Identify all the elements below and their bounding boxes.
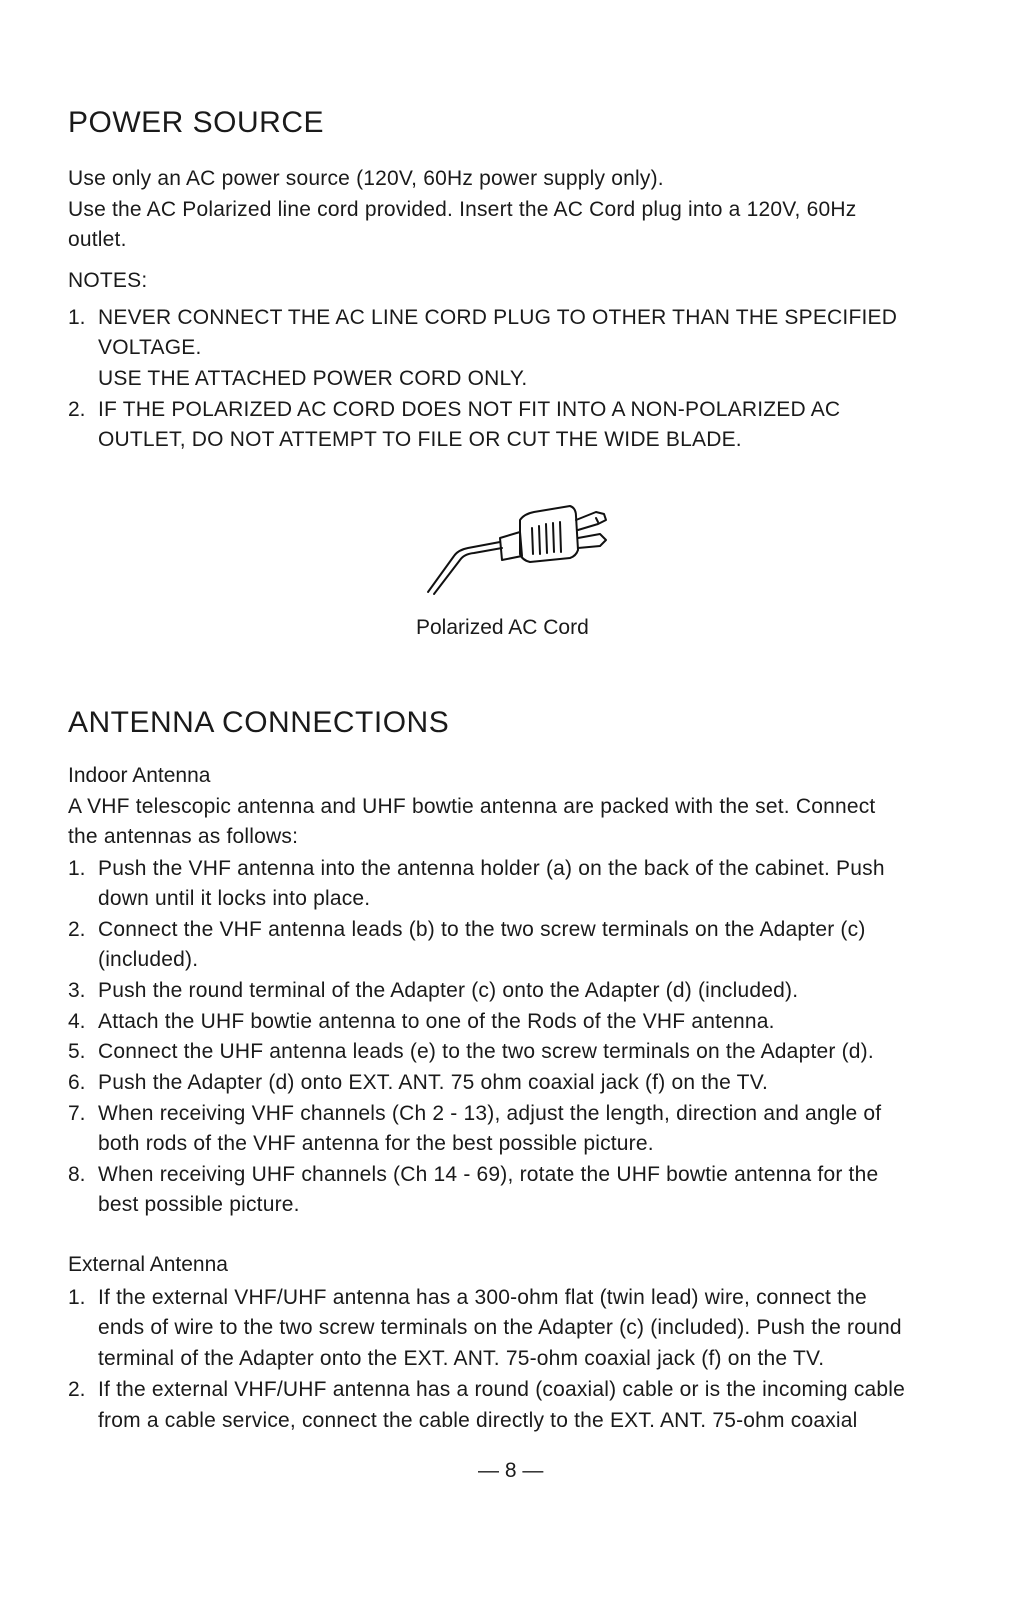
section-title-power-source: POWER SOURCE bbox=[68, 106, 325, 139]
note-line: USE THE ATTACHED POWER CORD ONLY. bbox=[98, 367, 528, 390]
step-line: from a cable service, connect the cable directly to the EXT. ANT. 75-ohm coaxial bbox=[98, 1409, 858, 1432]
figure-caption: Polarized AC Cord bbox=[416, 616, 589, 639]
step-number: 2. bbox=[68, 1378, 86, 1401]
step-line: best possible picture. bbox=[98, 1193, 300, 1216]
step-number: 7. bbox=[68, 1102, 86, 1125]
note-line: VOLTAGE. bbox=[98, 336, 202, 359]
step-line: Connect the VHF antenna leads (b) to the two screw terminals on the Adapter (c) bbox=[98, 918, 866, 941]
section-title-antenna-connections: ANTENNA CONNECTIONS bbox=[68, 706, 450, 739]
note-line: OUTLET, DO NOT ATTEMPT TO FILE OR CUT THE WIDE BLADE. bbox=[98, 428, 742, 451]
step-line: When receiving UHF channels (Ch 14 - 69), rotate the UHF bowtie antenna for the bbox=[98, 1163, 879, 1186]
paragraph-line: Use only an AC power source (120V, 60Hz power supply only). bbox=[68, 167, 664, 190]
step-line: When receiving VHF channels (Ch 2 - 13), adjust the length, direction and angle of bbox=[98, 1102, 882, 1125]
step-number: 2. bbox=[68, 918, 86, 941]
step-number: 3. bbox=[68, 979, 86, 1002]
step-number: 1. bbox=[68, 1286, 86, 1309]
subheading-indoor-antenna: Indoor Antenna bbox=[68, 764, 211, 787]
step-number: 8. bbox=[68, 1163, 86, 1186]
step-line: If the external VHF/UHF antenna has a 300-ohm flat (twin lead) wire, connect the bbox=[98, 1286, 867, 1309]
note-line: NEVER CONNECT THE AC LINE CORD PLUG TO OTHER THAN THE SPECIFIED bbox=[98, 306, 898, 329]
step-line: (included). bbox=[98, 948, 199, 971]
note-number: 2. bbox=[68, 398, 86, 421]
paragraph-line: outlet. bbox=[68, 228, 127, 251]
step-number: 4. bbox=[68, 1010, 86, 1033]
step-number: 1. bbox=[68, 857, 86, 880]
step-line: Push the VHF antenna into the antenna holder (a) on the back of the cabinet. Push bbox=[98, 857, 885, 880]
paragraph-line: Use the AC Polarized line cord provided. Insert the AC Cord plug into a 120V, 60Hz bbox=[68, 198, 857, 221]
step-number: 6. bbox=[68, 1071, 86, 1094]
note-line: IF THE POLARIZED AC CORD DOES NOT FIT INTO A NON-POLARIZED AC bbox=[98, 398, 841, 421]
step-line: Connect the UHF antenna leads (e) to the two screw terminals on the Adapter (d). bbox=[98, 1040, 874, 1063]
subheading-external-antenna: External Antenna bbox=[68, 1253, 228, 1276]
step-number: 5. bbox=[68, 1040, 86, 1063]
notes-label: NOTES: bbox=[68, 269, 148, 292]
paragraph-line: the antennas as follows: bbox=[68, 825, 299, 848]
step-line: Push the round terminal of the Adapter (c) onto the Adapter (d) (included). bbox=[98, 979, 799, 1002]
step-line: Attach the UHF bowtie antenna to one of the Rods of the VHF antenna. bbox=[98, 1010, 775, 1033]
paragraph-line: A VHF telescopic antenna and UHF bowtie antenna are packed with the set. Connect bbox=[68, 795, 876, 818]
step-line: Push the Adapter (d) onto EXT. ANT. 75 ohm coaxial jack (f) on the TV. bbox=[98, 1071, 769, 1094]
step-line: If the external VHF/UHF antenna has a round (coaxial) cable or is the incoming cable bbox=[98, 1378, 906, 1401]
step-line: ends of wire to the two screw terminals on the Adapter (c) (included). Push the round bbox=[98, 1316, 902, 1339]
step-line: both rods of the VHF antenna for the best possible picture. bbox=[98, 1132, 654, 1155]
page-number: — 8 — bbox=[478, 1459, 544, 1482]
polarized-plug-icon bbox=[420, 498, 620, 598]
step-line: terminal of the Adapter onto the EXT. ANT. 75-ohm coaxial jack (f) on the TV. bbox=[98, 1347, 825, 1370]
step-line: down until it locks into place. bbox=[98, 887, 371, 910]
note-number: 1. bbox=[68, 306, 86, 329]
